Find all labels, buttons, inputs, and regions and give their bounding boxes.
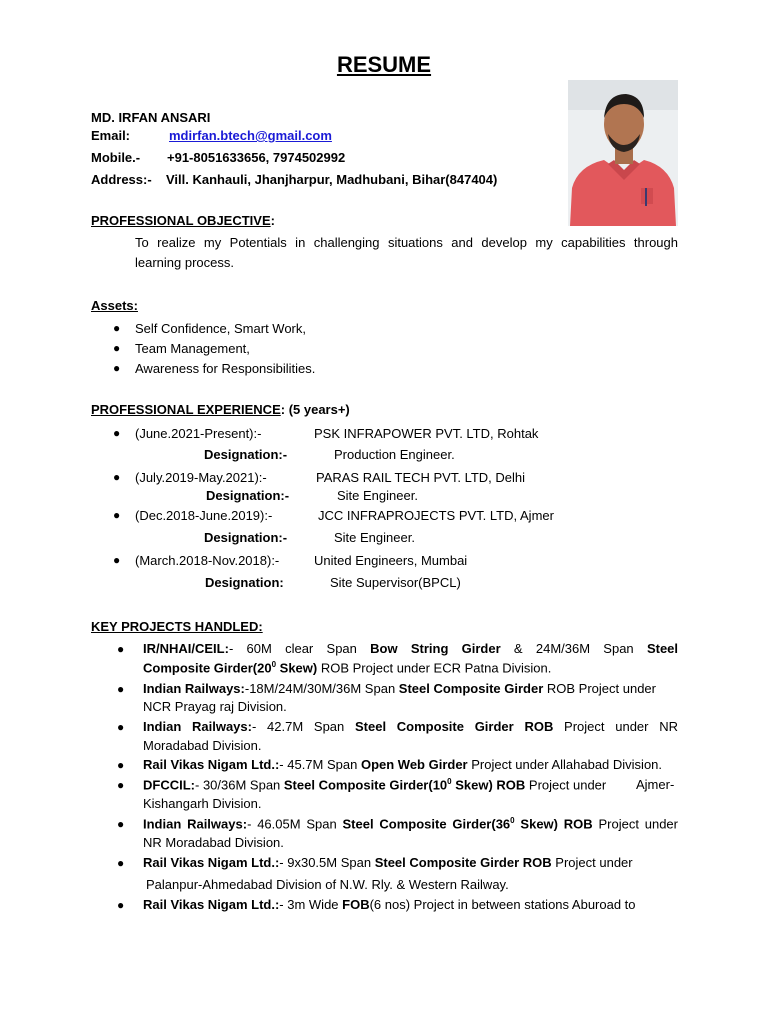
project-text: - 46.05M Span [247,816,343,832]
project-client: Indian Railways: [143,681,245,696]
bullet-icon: ● [117,898,125,912]
bullet-icon: ● [113,321,121,335]
experience-company: PSK INFRAPOWER PVT. LTD, Rohtak [314,426,539,441]
degree-superscript: 0 [271,660,277,669]
project-text: - 3m Wide [279,897,343,912]
bullet-icon: ● [117,778,125,792]
project-structure: Composite Girder(20 [143,660,272,676]
project-text: (6 nos) Project in between stations Aburoad to [369,897,636,912]
project-item-line [143,897,636,912]
experience-period: (July.2019-May.2021):- [135,470,267,485]
project-structure: Steel Composite Girder ROB [374,855,552,870]
asset-item: Awareness for Responsibilities. [135,361,316,376]
project-structure: FOB [342,897,370,912]
project-item-line: Moradabad Division. [143,738,262,753]
project-client: Rail Vikas Nigam Ltd.: [143,757,280,772]
email-label: Email: [91,128,131,143]
experience-company: PARAS RAIL TECH PVT. LTD, Delhi [316,470,526,485]
project-item-line [143,816,678,831]
project-item-line [143,641,678,656]
experience-heading-text: PROFESSIONAL EXPERIENCE [91,402,281,417]
project-item-line [143,681,656,696]
project-text: & 24M/36M Span [500,641,647,656]
project-item-line: Palanpur-Ahmedabad Division of N.W. Rly. & Western Railway. [146,877,509,892]
project-item-line [143,757,662,772]
project-structure: Steel [646,641,679,656]
email-link[interactable]: mdirfan.btech@gmail.com [169,128,332,143]
bullet-icon: ● [113,553,121,567]
bullet-icon: ● [117,720,125,734]
project-client: Rail Vikas Nigam Ltd.: [143,855,280,870]
bullet-icon: ● [113,470,121,484]
page-title: RESUME [336,52,432,77]
projects-heading: KEY PROJECTS HANDLED: [91,619,263,634]
experience-company: United Engineers, Mumbai [314,553,468,568]
profile-photo [568,80,678,226]
project-client: Rail Vikas Nigam Ltd.: [143,897,280,912]
project-client: Indian Railways: [143,816,248,832]
mobile-value: +91-8051633656, 7974502992 [167,150,346,165]
project-text: - 30/36M Span [195,777,284,793]
objective-line-1: To realize my Potentials in challenging situations and develop my capabilities through [135,235,678,250]
project-structure: Skew) [276,660,318,676]
bullet-icon: ● [117,856,125,870]
project-structure: Steel Composite Girder(36 [342,816,511,832]
designation-label: Designation:- [204,447,288,462]
bullet-icon: ● [113,508,121,522]
experience-duration: : (5 years+) [280,402,350,417]
experience-period: (Dec.2018-June.2019):- [135,508,273,523]
bullet-icon: ● [117,817,125,831]
project-item-line: NCR Prayag raj Division. [143,699,287,714]
experience-period: (June.2021-Present):- [135,426,262,441]
candidate-name: MD. IRFAN ANSARI [91,110,211,125]
designation-label: Designation: [205,575,284,590]
project-item-line [143,777,606,792]
project-text: Project under [592,816,678,832]
project-text: - 42.7M Span [251,719,355,734]
person-photo-icon [568,80,678,226]
designation-value: Production Engineer. [334,447,455,462]
project-item-line [143,855,633,870]
objective-line-2: learning process. [135,255,234,270]
project-text: Project under NR [553,719,678,734]
project-text: Project under Allahabad Division. [467,757,663,772]
project-structure: Steel Composite Girder(10 [283,777,448,793]
project-structure: Steel Composite Girder [398,681,544,696]
degree-superscript: 0 [510,816,515,825]
experience-heading [91,402,350,417]
bullet-icon: ● [113,341,121,355]
designation-label: Designation:- [206,488,290,503]
bullet-icon: ● [117,682,125,696]
project-text: Project under [551,855,633,870]
experience-period: (March.2018-Nov.2018):- [135,553,280,568]
address-value: Vill. Kanhauli, Jhanjharpur, Madhubani, Bihar(847404) [166,172,498,187]
project-text: Project under [525,777,607,793]
project-structure: Skew) ROB [451,777,526,793]
bullet-icon: ● [117,642,125,656]
designation-value: Site Supervisor(BPCL) [330,575,461,590]
project-client: Indian Railways: [143,719,252,734]
designation-value: Site Engineer. [334,530,415,545]
project-text: ROB Project under ECR Patna Division. [317,660,552,676]
asset-item: Team Management, [135,341,250,356]
project-text: - 45.7M Span [279,757,361,772]
project-client: DFCCIL: [143,777,195,793]
objective-heading [91,213,275,228]
project-text: ROB Project under [543,681,656,696]
designation-label: Designation:- [204,530,288,545]
project-text: -18M/24M/30M/36M Span [244,681,399,696]
project-text: - 60M clear Span [228,641,371,656]
project-structure: Steel Composite Girder ROB [355,719,554,734]
project-client: IR/NHAI/CEIL: [143,641,229,656]
project-text: - 9x30.5M Span [279,855,375,870]
bullet-icon: ● [117,758,125,772]
project-item-line: Ajmer- [636,777,675,792]
mobile-label: Mobile.- [91,150,141,165]
assets-heading: Assets: [91,298,138,313]
project-item-line: Kishangarh Division. [143,796,262,811]
bullet-icon: ● [113,426,121,440]
asset-item: Self Confidence, Smart Work, [135,321,306,336]
project-item-line [143,719,678,734]
experience-company: JCC INFRAPROJECTS PVT. LTD, Ajmer [318,508,554,523]
project-structure: Bow String Girder [370,641,501,656]
address-label: Address:- [91,172,152,187]
degree-superscript: 0 [447,777,452,786]
designation-value: Site Engineer. [337,488,418,503]
objective-heading-colon: : [270,213,275,228]
objective-heading-text: PROFESSIONAL OBJECTIVE [91,213,271,228]
project-item-line: NR Moradabad Division. [143,835,284,850]
project-item-line [143,660,551,675]
project-structure: Open Web Girder [360,757,468,772]
bullet-icon: ● [113,361,121,375]
project-structure: Skew) ROB [514,816,593,832]
